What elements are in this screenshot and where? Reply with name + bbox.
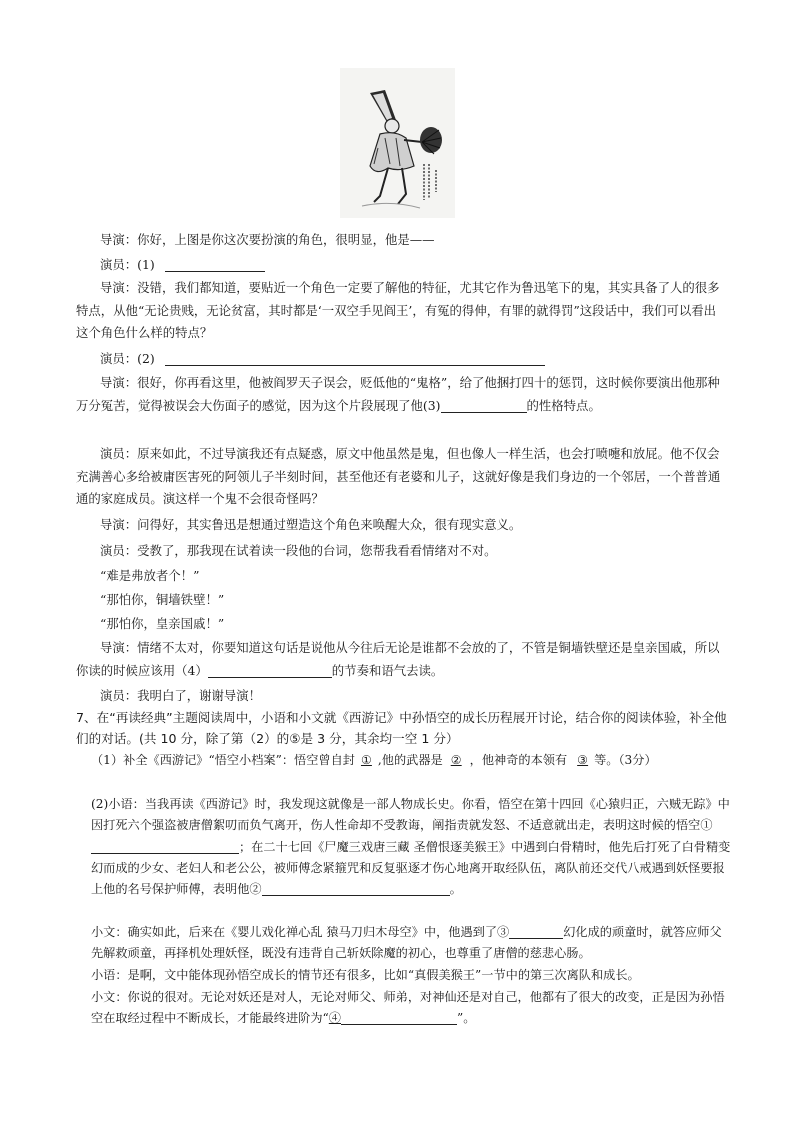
part-2-text-c: 。: [449, 882, 462, 897]
dialogue-director-3: [76, 372, 726, 417]
answer-blank-4[interactable]: [208, 662, 332, 678]
part-1-text-a: （1）补全《西游记》“悟空小档案”：悟空曾自封: [91, 753, 355, 767]
part-1-text-d: 等。（3分）: [594, 753, 657, 767]
question-7-title: 7、在“再读经典”主题阅读周中，小语和小文就《西游记》中孙悟空的成长历程展开讨论，结合你的阅读体验，补全他们的对话。(共 10 分，除了第（2）的⑤是 3 分，其余均一空 1 分）: [76, 710, 727, 746]
question-7-part-4: 小语：是啊，文中能体现孙悟空成长的情节还有很多，比如“真假美猴王”一节中的第三次离队和成长。: [91, 968, 640, 982]
part-2-text-a: (2)小语：当我再读《西游记》时，我发现这就像是一部人物成长史。你看，悟空在第十四回《心猿归正，六贼无踪》中因打死六个强盗被唐僧絮叨而负气离开，伤人性命却不受教诲，阐指责就发怒、不适意就出走，表明这时候的悟空①: [91, 797, 730, 833]
actor-1-text: 演员：(1): [100, 257, 155, 272]
character-illustration: [340, 68, 455, 218]
question-7-part-1: [91, 750, 731, 771]
dialogue-actor-1: [76, 254, 726, 277]
answer-blank-3[interactable]: [441, 397, 527, 413]
question-7-part-5: [91, 987, 731, 1030]
quoted-line-1: “难是弗放者个！”: [100, 568, 200, 583]
blank-marker-1[interactable]: ①: [360, 753, 372, 767]
part-1-text-c: ，他神奇的本领有: [469, 753, 568, 767]
dialogue-director-2: 导演：没错，我们都知道，要贴近一个角色一定要了解他的特征，尤其它作为鲁迅笔下的鬼，其实具备了人的很多特点，从他“无论贵贱，无论贫富，其时都是‘一双空手见阎王’，有冤的得伸，有罪的就得罚”这段话中，我们可以看出这个角色什么样的特点？: [76, 280, 720, 340]
part-1-text-b: ,他的武器是: [377, 753, 443, 767]
question-7-part-3: [91, 922, 731, 965]
answer-blank-2[interactable]: [165, 350, 545, 366]
answer-blank-q7-3[interactable]: [509, 923, 563, 939]
director-5-text-b: 的节奏和语气去读。: [331, 662, 444, 678]
dialogue-actor-3: 演员：原来如此，不过导演我还有点疑惑，原文中他虽然是鬼，但也像人一样生活，也会打喷嚏和放屁。他不仅会充满善心多给被庸医害死的阿领儿子半刻时间，甚至他还有老婆和儿子，这就好像是我们身边的一个邻居，一个普普通通的家庭成员。演这样一个鬼不会很奇怪吗？: [76, 446, 721, 506]
part-5-text-a: 小文：你说的很对。无论对妖还是对人，无论对师父、师弟，对神仙还是对自己，他都有了很大的改变，正是因为孙悟空在取经过程中不断成长，才能最终进阶为“: [91, 990, 725, 1026]
answer-blank-q7-1[interactable]: [91, 838, 239, 854]
dialogue-director-4: 导演：问得好，其实鲁迅是想通过塑造这个角色来唤醒大众，很有现实意义。: [100, 517, 522, 532]
dialogue-actor-4: 演员：受教了，那我现在试着读一段他的台词，您帮我看看情绪对不对。: [100, 543, 497, 558]
actor-2-text: 演员：(2): [100, 351, 155, 366]
part-3-text-b: 幻化成的顽童时，就答应师父先解救顽童，再择机处理妖怪，既没有违背自己斩妖除魔的初心，也尊重了唐僧的慈悲心肠。: [91, 925, 722, 961]
director-3-text-a: 导演：很好，你再看这里，他被阎罗天子误会，贬低他的“鬼格”，给了他捆打四十的惩罚，这时候你要演出他那种万分冤苦，觉得被误会大伤面子的感觉，因为这个片段展现了他(3): [76, 375, 720, 413]
part-5-text-b: ”。: [456, 1011, 476, 1026]
director-5-text-a: 导演：情绪不太对，你要知道这句话是说他从今往后无论是谁都不会放的了，不管是铜墙铁壁还是皇亲国戚，所以你读的时候应该用（4）: [76, 640, 720, 678]
wuchang-ghost-drawing: [340, 68, 455, 218]
dialogue-director-1: 导演：你好，上图是你这次要扮演的角色，很明显，他是——: [100, 232, 435, 247]
dialogue-director-5: [76, 637, 726, 682]
quoted-line-2: “那怕你，铜墙铁壁！”: [100, 592, 225, 607]
answer-blank-q7-4[interactable]: [341, 1009, 457, 1025]
blank-marker-3[interactable]: ③: [577, 753, 589, 767]
part-2-text-b: ；在二十七回《尸魔三戏唐三藏 圣僧恨逐美猴王》中遇到白骨精时，他先后打死了白骨精变幻而成的少女、老妇人和老公公，被师傅念紧箍咒和反复驱逐才伤心地离开取经队伍，离队前还交代八戒遇到妖怪要报上他的名号保护师傅，表明他②: [91, 839, 731, 897]
part-3-text-a: 小文：确实如此，后来在《婴儿戏化禅心乱 猿马刀归木母空》中，他遇到了③: [91, 925, 510, 939]
dialogue-actor-2: [76, 348, 726, 371]
blank-marker-4[interactable]: ④: [328, 1011, 341, 1026]
director-3-text-b: 的性格特点。: [526, 397, 601, 413]
answer-blank-1[interactable]: [165, 256, 265, 272]
question-7-part-2: [91, 794, 731, 900]
quoted-line-3: “那怕你，皇亲国戚！”: [100, 616, 225, 631]
answer-blank-q7-2[interactable]: [262, 880, 450, 896]
dialogue-actor-5: 演员：我明白了，谢谢导演！: [100, 688, 262, 703]
blank-marker-2[interactable]: ②: [450, 753, 462, 767]
